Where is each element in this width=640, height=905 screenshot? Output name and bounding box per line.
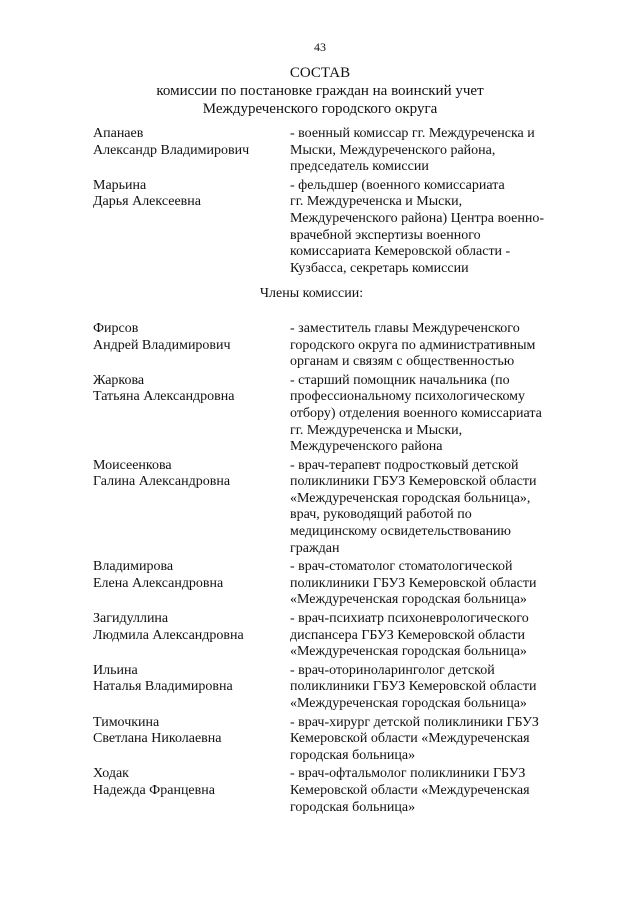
member-entry [93,766,593,816]
member-role [290,321,580,371]
member-given-names: Александр Владимирович [93,142,250,158]
member-given-names: Надежда Францевна [93,782,215,798]
member-role-line: Кузбасса, секретарь комиссии [290,260,469,276]
member-role-line: органам и связям с общественностью [290,354,515,370]
member-role-line: «Междуреченская городская больница» [290,696,527,711]
member-role-line: - фельдшер (военного комиссариата [290,177,505,193]
title-line-2: комиссии по постановке граждан на воинский учет [156,83,484,99]
member-role-line: медицинскому освидетельствованию [290,524,512,540]
member-role [290,715,580,765]
member-surname: Марьина [93,177,147,193]
member-surname: Тимочкина [93,714,160,730]
member-entry [93,663,593,713]
member-role-line: Междуреченского района [290,439,443,455]
member-entry [93,178,593,278]
member-role-line: Мыски, Междуреченского района, [290,142,496,158]
member-role-line: гг. Междуреченска и Мыски, [290,422,463,438]
member-role-line: - врач-оториноларинголог детской [290,662,495,678]
members-list [93,321,593,816]
member-role-line: врачебной экспертизы военного [290,227,481,243]
member-surname: Загидуллина [93,611,169,627]
member-role-line: «Междуреченская городская больница», [290,490,531,506]
member-given-names: Галина Александровна [93,474,231,490]
member-name [93,321,290,371]
member-given-names: Людмила Александровна [93,627,244,643]
member-name [93,663,290,713]
member-role-line: Кемеровской области «Междуреченская [290,731,530,747]
member-role-line: - врач-стоматолог стоматологической [290,559,513,575]
member-role [290,663,580,713]
member-entry [93,321,593,371]
member-role [290,178,580,278]
member-role-line: отбору) отделения военного комиссариата [290,405,542,421]
title-line-1: СОСТАВ [289,65,351,81]
leadership-list [93,126,593,277]
member-given-names: Андрей Владимирович [93,337,231,353]
member-surname: Моисеенкова [93,457,172,473]
member-given-names: Татьяна Александровна [93,389,235,405]
member-role [290,611,580,661]
member-surname: Ходак [93,766,129,782]
member-role-line: гг. Междуреченска и Мыски, [290,194,463,210]
member-given-names: Наталья Владимировна [93,679,233,695]
member-role-line: городская больница» [290,747,416,763]
member-role-line: комиссариата Кемеровской области - [290,244,511,260]
member-surname: Жаркова [93,372,145,388]
member-role-line: - врач-терапевт подростковый детской [290,457,519,473]
member-given-names: Дарья Алексеевна [93,194,201,210]
member-role-line: поликлиники ГБУЗ Кемеровской области [290,679,537,695]
document-title [0,64,640,118]
member-surname: Фирсов [93,320,139,336]
member-role-line: «Междуреченская городская больница» [290,644,527,660]
member-role-line: врач, руководящий работой по [290,507,472,523]
member-name [93,715,290,765]
member-role-line: профессиональному психологическому [290,389,526,405]
title-line-3: Междуреченского городского округа [202,101,438,117]
member-role-line: городская больница» [290,799,416,815]
member-name [93,373,290,456]
member-name [93,559,290,609]
member-name [93,126,290,176]
member-surname: Апанаев [93,126,144,141]
member-role [290,373,580,456]
member-entry [93,373,593,456]
member-role-line: диспансера ГБУЗ Кемеровской области [290,627,525,643]
member-role-line: поликлиники ГБУЗ Кемеровской области [290,474,537,490]
member-given-names: Елена Александровна [93,575,224,591]
member-name [93,178,290,278]
member-entry [93,559,593,609]
member-role [290,458,580,558]
page-number: 43 [314,40,326,54]
member-role-line: - врач-офтальмолог поликлиники ГБУЗ [290,766,526,782]
member-entry [93,611,593,661]
member-given-names: Светлана Николаевна [93,731,222,747]
member-role-line: председатель комиссии [290,159,429,175]
member-role [290,766,580,816]
member-role-line: - военный комиссар гг. Междуреченска и [290,126,535,141]
member-role-line: - врач-хирург детской поликлиники ГБУЗ [290,714,539,730]
member-role-line: граждан [290,540,340,556]
member-role [290,126,580,176]
member-role-line: Кемеровской области «Междуреченская [290,782,530,798]
member-role-line: Междуреченского района) Центра военно- [290,210,545,226]
member-role-line: - старший помощник начальника (по [290,372,510,388]
member-surname: Ильина [93,662,138,678]
member-role-line: городского округа по административным [290,337,536,353]
member-entry [93,458,593,558]
member-entry [93,126,593,176]
member-entry [93,715,593,765]
member-name [93,458,290,558]
member-surname: Владимирова [93,559,174,575]
members-heading: Члены комиссии: [259,286,364,302]
member-role-line: - врач-психиатр психоневрологического [290,611,529,627]
member-role-line: «Междуреченская городская больница» [290,592,527,608]
member-name [93,611,290,661]
member-name [93,766,290,816]
commission-list [93,126,593,816]
member-role-line: - заместитель главы Междуреченского [290,320,520,336]
member-role [290,559,580,609]
member-role-line: поликлиники ГБУЗ Кемеровской области [290,575,537,591]
